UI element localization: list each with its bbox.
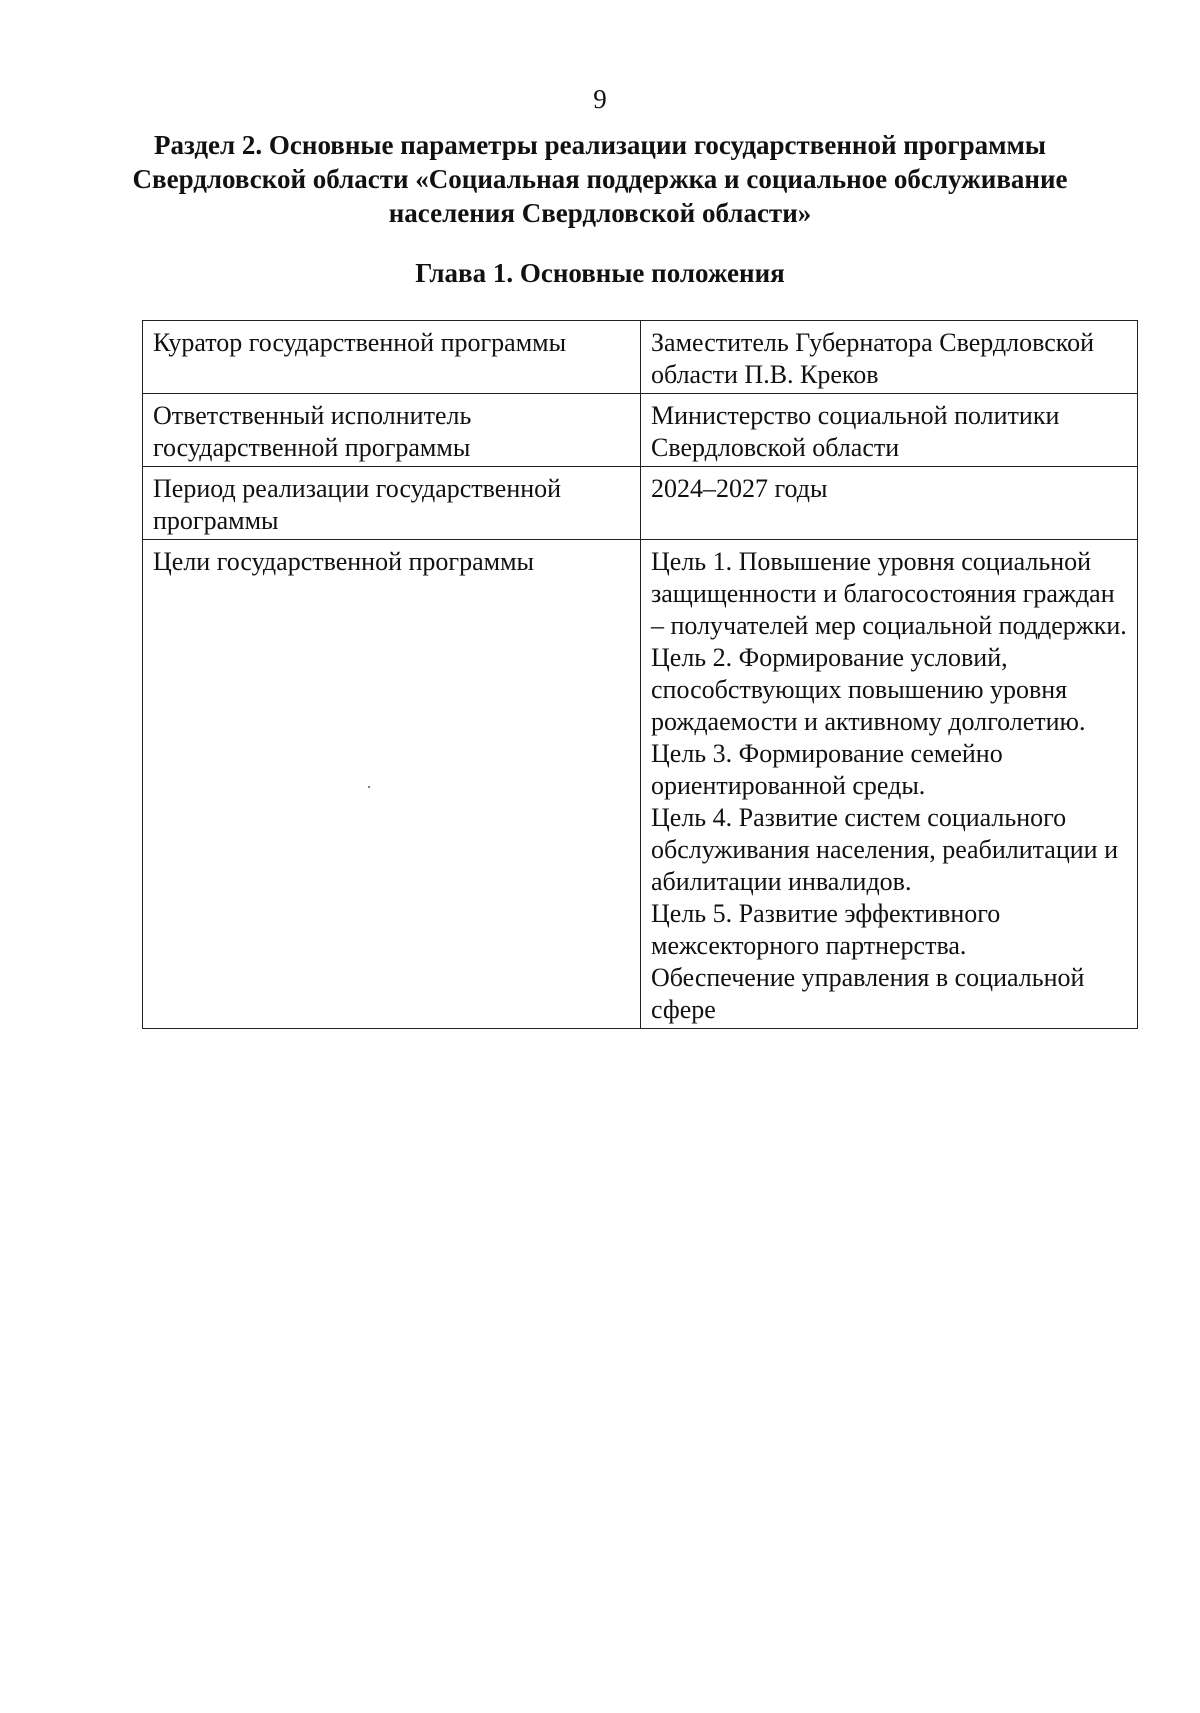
table-row (143, 540, 1138, 1029)
goals-cell (641, 540, 1138, 1029)
section-title (100, 128, 1100, 230)
row-value: Заместитель Губернатора Свердловской области П.В. Креков (641, 321, 1138, 394)
goal-item: Цель 2. Формирование условий, способствующих повышению уровня рождаемости и активному долголетию. (651, 643, 1086, 736)
goal-item: Цель 5. Развитие эффективного межсекторного партнерства. (651, 899, 1001, 960)
row-value: Министерство социальной политики Свердловской области (641, 394, 1138, 467)
goal-item: Цель 3. Формирование семейно ориентированной среды. (651, 739, 1003, 800)
goal-item: Обеспечение управления в социальной сфере (651, 963, 1085, 1024)
row-value: 2024–2027 годы (641, 467, 1138, 540)
row-label: Ответственный исполнитель государственной программы (143, 394, 641, 467)
goal-item: Цель 1. Повышение уровня социальной защищенности и благосостояния граждан – получателей мер социальной поддержки. (651, 547, 1127, 640)
scan-speck (368, 786, 370, 788)
program-parameters-table (142, 320, 1138, 1029)
table-row (143, 394, 1138, 467)
table-row (143, 467, 1138, 540)
section-title-line: населения Свердловской области» (388, 198, 812, 228)
chapter-title: Глава 1. Основные положения (415, 258, 785, 288)
row-label: Куратор государственной программы (143, 321, 641, 394)
row-label: Период реализации государственной программы (143, 467, 641, 540)
goal-item: Цель 4. Развитие систем социального обслуживания населения, реабилитации и абилитации инвалидов. (651, 803, 1118, 896)
section-title-line: Раздел 2. Основные параметры реализации государственной программы (154, 130, 1046, 160)
page-number: 9 (593, 84, 607, 114)
row-label: Цели государственной программы (143, 540, 641, 1029)
section-title-line: Свердловской области «Социальная поддержка и социальное обслуживание (132, 164, 1068, 194)
table-row (143, 321, 1138, 394)
